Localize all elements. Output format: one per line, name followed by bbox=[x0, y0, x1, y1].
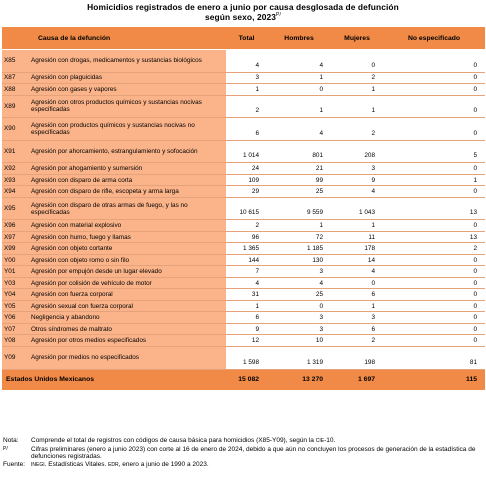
cell-mujeres: 178 bbox=[331, 243, 383, 255]
cell-total: 7 bbox=[226, 266, 267, 278]
homicides-table bbox=[2, 27, 485, 390]
cell-total: 1 bbox=[226, 84, 267, 96]
cell-hombres: 21 bbox=[267, 163, 331, 175]
cause-name: Negligencia y abandono bbox=[28, 312, 226, 324]
source-label: Fuente: bbox=[3, 460, 26, 468]
cell-hombres: 3 bbox=[267, 323, 331, 335]
cause-code: X95 bbox=[2, 197, 28, 220]
cell-mujeres: 1 bbox=[331, 220, 383, 232]
cell-total: 2 bbox=[226, 95, 267, 118]
table-row bbox=[2, 335, 485, 347]
cause-code: Y06 bbox=[2, 312, 28, 324]
cause-name: Agresión con material explosivo bbox=[28, 220, 226, 232]
header-hombres: Hombres bbox=[267, 27, 331, 50]
cell-no-especificado: 0 bbox=[383, 186, 485, 198]
cell-mujeres: 6 bbox=[331, 323, 383, 335]
table-row bbox=[2, 174, 485, 186]
table-row bbox=[2, 254, 485, 266]
cell-mujeres: 0 bbox=[331, 277, 383, 289]
footnotes bbox=[3, 437, 483, 469]
cell-no-especificado: 0 bbox=[383, 335, 485, 347]
cell-no-especificado: 13 bbox=[383, 197, 485, 220]
cell-total: 1 365 bbox=[226, 243, 267, 255]
source-row bbox=[3, 461, 483, 470]
cause-name: Agresión con disparo de otras armas de fuego, y las no especificadas bbox=[28, 197, 226, 220]
footer-no-especificado: 115 bbox=[383, 369, 485, 390]
cause-name: Agresión con otros productos químicos y sustancias nocivas especificadas bbox=[28, 95, 226, 118]
table-row bbox=[2, 197, 485, 220]
cell-hombres: 801 bbox=[267, 140, 331, 163]
cause-name: Otros síndromes de maltrato bbox=[28, 323, 226, 335]
cell-total: 4 bbox=[226, 50, 267, 73]
cell-hombres: 9 559 bbox=[267, 197, 331, 220]
cell-hombres: 25 bbox=[267, 186, 331, 198]
report-title-line1: Homicidios registrados de enero a junio por causa desglosada de defunción bbox=[87, 2, 399, 12]
cause-code: X92 bbox=[2, 163, 28, 175]
cause-code: Y04 bbox=[2, 289, 28, 301]
footer-mujeres: 1 697 bbox=[331, 369, 383, 390]
cell-total: 1 014 bbox=[226, 140, 267, 163]
note-text: Comprende el total de registros con códigos de causa básica para homicidios (X85-Y09), según la CIE-10. bbox=[31, 437, 336, 444]
cause-name: Agresión con disparo de rifle, escopeta y arma larga bbox=[28, 186, 226, 198]
footer-label: Estados Unidos Mexicanos bbox=[2, 369, 226, 390]
cause-code: X94 bbox=[2, 186, 28, 198]
cell-total: 10 615 bbox=[226, 197, 267, 220]
cell-total: 4 bbox=[226, 277, 267, 289]
cause-code: X93 bbox=[2, 174, 28, 186]
table-row bbox=[2, 163, 485, 175]
cell-total: 9 bbox=[226, 323, 267, 335]
preliminary-marker: P/ bbox=[276, 12, 281, 19]
cell-mujeres: 2 bbox=[331, 72, 383, 84]
cell-mujeres: 0 bbox=[331, 50, 383, 73]
cause-code: Y03 bbox=[2, 277, 28, 289]
note-row bbox=[3, 437, 483, 446]
cause-code: Y09 bbox=[2, 346, 28, 369]
cell-total: 2 bbox=[226, 220, 267, 232]
cell-mujeres: 2 bbox=[331, 335, 383, 347]
table-row bbox=[2, 72, 485, 84]
cell-total: 3 bbox=[226, 72, 267, 84]
table-header-row bbox=[2, 27, 485, 50]
cell-no-especificado: 0 bbox=[383, 277, 485, 289]
cell-mujeres: 3 bbox=[331, 312, 383, 324]
cell-total: 12 bbox=[226, 335, 267, 347]
cause-code: X99 bbox=[2, 243, 28, 255]
cell-no-especificado: 13 bbox=[383, 231, 485, 243]
cause-code: X87 bbox=[2, 72, 28, 84]
cell-hombres: 0 bbox=[267, 300, 331, 312]
cause-code: Y05 bbox=[2, 300, 28, 312]
cell-no-especificado: 0 bbox=[383, 84, 485, 96]
header-mujeres: Mujeres bbox=[331, 27, 383, 50]
cell-no-especificado: 0 bbox=[383, 300, 485, 312]
cell-no-especificado: 0 bbox=[383, 72, 485, 84]
cell-no-especificado: 0 bbox=[383, 254, 485, 266]
table-row bbox=[2, 346, 485, 369]
cell-hombres: 3 bbox=[267, 312, 331, 324]
cause-code: X85 bbox=[2, 50, 28, 73]
cause-name: Agresión con disparo de arma corta bbox=[28, 174, 226, 186]
cell-hombres: 1 319 bbox=[267, 346, 331, 369]
cause-code: X88 bbox=[2, 84, 28, 96]
table-row bbox=[2, 140, 485, 163]
cell-no-especificado: 1 bbox=[383, 174, 485, 186]
cell-total: 24 bbox=[226, 163, 267, 175]
preliminary-note-row bbox=[3, 446, 483, 461]
cell-no-especificado: 0 bbox=[383, 95, 485, 118]
table-row bbox=[2, 186, 485, 198]
cause-name: Agresión con objeto romo o sin filo bbox=[28, 254, 226, 266]
table-row bbox=[2, 312, 485, 324]
cell-mujeres: 14 bbox=[331, 254, 383, 266]
cell-total: 6 bbox=[226, 312, 267, 324]
table-row bbox=[2, 277, 485, 289]
cell-hombres: 1 185 bbox=[267, 243, 331, 255]
table-row bbox=[2, 84, 485, 96]
cell-no-especificado: 0 bbox=[383, 289, 485, 301]
cell-hombres: 3 bbox=[267, 266, 331, 278]
cause-name: Agresión por ahorcamiento, estrangulamiento y sofocación bbox=[28, 140, 226, 163]
table-row bbox=[2, 50, 485, 73]
cell-hombres: 1 bbox=[267, 95, 331, 118]
cause-code: X91 bbox=[2, 140, 28, 163]
cell-no-especificado: 0 bbox=[383, 312, 485, 324]
cell-no-especificado: 5 bbox=[383, 140, 485, 163]
cell-no-especificado: 0 bbox=[383, 220, 485, 232]
cell-hombres: 130 bbox=[267, 254, 331, 266]
cell-hombres: 1 bbox=[267, 220, 331, 232]
cell-mujeres: 3 bbox=[331, 163, 383, 175]
cause-name: Agresión con objeto cortante bbox=[28, 243, 226, 255]
table-row bbox=[2, 231, 485, 243]
cell-no-especificado: 2 bbox=[383, 243, 485, 255]
cause-name: Agresión por empujón desde un lugar elevado bbox=[28, 266, 226, 278]
cell-total: 29 bbox=[226, 186, 267, 198]
cell-total: 96 bbox=[226, 231, 267, 243]
table-footer-row bbox=[2, 369, 485, 390]
cause-code: Y01 bbox=[2, 266, 28, 278]
table-row bbox=[2, 220, 485, 232]
table-row bbox=[2, 243, 485, 255]
table-row bbox=[2, 289, 485, 301]
cell-no-especificado: 81 bbox=[383, 346, 485, 369]
cell-hombres: 10 bbox=[267, 335, 331, 347]
cell-hombres: 4 bbox=[267, 277, 331, 289]
cause-name: Agresión por otros medios especificados bbox=[28, 335, 226, 347]
cell-hombres: 99 bbox=[267, 174, 331, 186]
cell-total: 1 bbox=[226, 300, 267, 312]
cell-no-especificado: 0 bbox=[383, 266, 485, 278]
cell-mujeres: 4 bbox=[331, 186, 383, 198]
table-row bbox=[2, 266, 485, 278]
cell-mujeres: 198 bbox=[331, 346, 383, 369]
cause-code: X97 bbox=[2, 231, 28, 243]
cell-hombres: 0 bbox=[267, 84, 331, 96]
cell-mujeres: 9 bbox=[331, 174, 383, 186]
table-row bbox=[2, 323, 485, 335]
cause-name: Agresión por medios no especificados bbox=[28, 346, 226, 369]
cause-name: Agresión con plaguicidas bbox=[28, 72, 226, 84]
cell-mujeres: 1 bbox=[331, 95, 383, 118]
cell-mujeres: 1 bbox=[331, 84, 383, 96]
cell-no-especificado: 0 bbox=[383, 323, 485, 335]
cell-no-especificado: 0 bbox=[383, 118, 485, 141]
preliminary-text: Cifras preliminares (enero a junio 2023) con corte al 16 de enero de 2024, debido a que aún no concluyen los procesos de generación de la estadística de defunciones registradas. bbox=[31, 445, 476, 461]
report-title-line2: según sexo, $2023^{P/}$ bbox=[205, 12, 281, 22]
header-no-especificado: No especificado bbox=[383, 27, 485, 50]
table-body bbox=[2, 50, 485, 370]
cause-code: Y07 bbox=[2, 323, 28, 335]
cell-hombres: 25 bbox=[267, 289, 331, 301]
cause-code: X96 bbox=[2, 220, 28, 232]
cell-mujeres: 11 bbox=[331, 231, 383, 243]
footer-total: 15 082 bbox=[226, 369, 267, 390]
cause-code: Y08 bbox=[2, 335, 28, 347]
cause-code: X90 bbox=[2, 118, 28, 141]
cause-name: Agresión con fuerza corporal bbox=[28, 289, 226, 301]
cell-total: 1 598 bbox=[226, 346, 267, 369]
cause-code: X89 bbox=[2, 95, 28, 118]
note-label: Nota: bbox=[3, 437, 19, 444]
cause-name: Agresión sexual con fuerza corporal bbox=[28, 300, 226, 312]
cell-total: 144 bbox=[226, 254, 267, 266]
cell-no-especificado: 0 bbox=[383, 50, 485, 73]
cause-name: Agresión por colisión de vehículo de motor bbox=[28, 277, 226, 289]
preliminary-label: P/ bbox=[3, 445, 8, 452]
cell-no-especificado: 0 bbox=[383, 163, 485, 175]
cell-total: 31 bbox=[226, 289, 267, 301]
cell-mujeres: 1 043 bbox=[331, 197, 383, 220]
cell-mujeres: 6 bbox=[331, 289, 383, 301]
table-row bbox=[2, 300, 485, 312]
cause-name: Agresión con gases y vapores bbox=[28, 84, 226, 96]
cell-hombres: 1 bbox=[267, 72, 331, 84]
table-row bbox=[2, 118, 485, 141]
footer-hombres: 13 270 bbox=[267, 369, 331, 390]
cell-mujeres: 4 bbox=[331, 266, 383, 278]
source-text: INEGI. Estadísticas Vitales. EDR, enero a junio de 1990 a 2023. bbox=[31, 460, 209, 468]
cell-total: 109 bbox=[226, 174, 267, 186]
cell-mujeres: 1 bbox=[331, 300, 383, 312]
cell-mujeres: 208 bbox=[331, 140, 383, 163]
cause-name: Agresión con drogas, medicamentos y sustancias biológicos bbox=[28, 50, 226, 73]
table-row bbox=[2, 95, 485, 118]
cell-hombres: 4 bbox=[267, 50, 331, 73]
cell-total: 6 bbox=[226, 118, 267, 141]
header-total: Total bbox=[226, 27, 267, 50]
cell-hombres: 72 bbox=[267, 231, 331, 243]
cell-hombres: 4 bbox=[267, 118, 331, 141]
header-cause: Causa de la defunción bbox=[2, 27, 226, 50]
cause-name: Agresión con productos químicos y sustancias nocivas no especificadas bbox=[28, 118, 226, 141]
cause-name: Agresión con humo, fuego y llamas bbox=[28, 231, 226, 243]
cell-mujeres: 2 bbox=[331, 118, 383, 141]
cause-code: Y00 bbox=[2, 254, 28, 266]
cause-name: Agresión por ahogamiento y sumersión bbox=[28, 163, 226, 175]
